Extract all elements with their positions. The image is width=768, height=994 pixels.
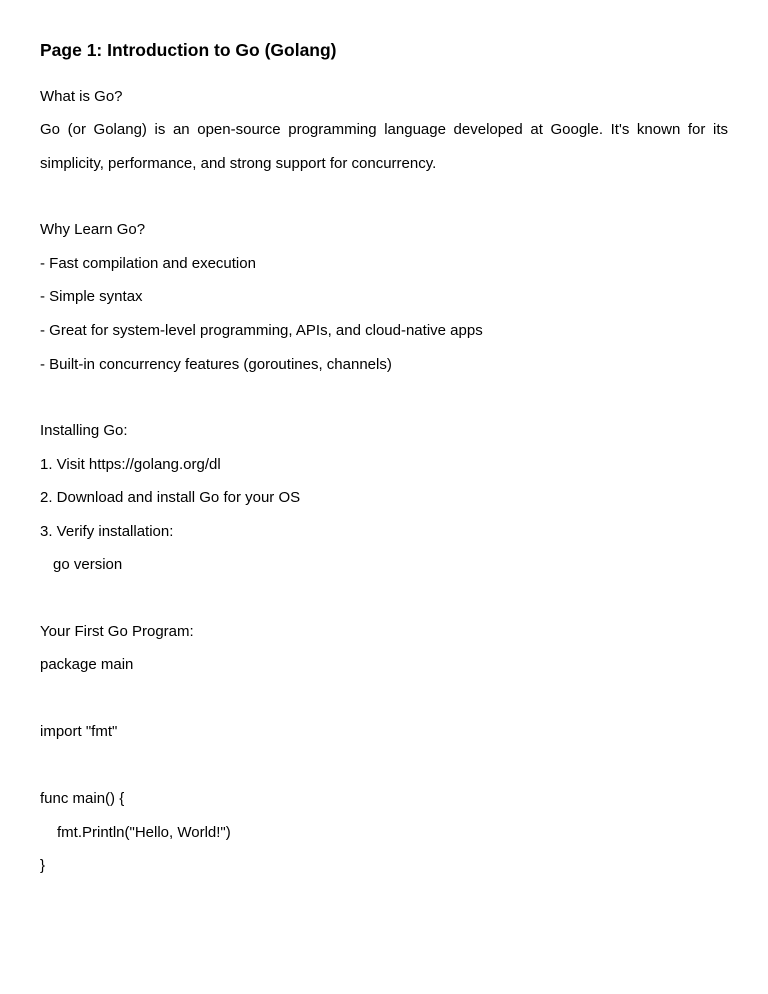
code-line: }	[40, 857, 46, 874]
install-step: 3. Verify installation:	[40, 523, 174, 540]
why-learn-heading: Why Learn Go?	[40, 221, 146, 238]
what-is-paragraph-line-2: simplicity, performance, and strong support for concurrency.	[40, 155, 437, 172]
page-title: Page 1: Introduction to Go (Golang)	[40, 40, 337, 60]
code-line: func main() {	[40, 790, 125, 807]
code-line: fmt.Println("Hello, World!")	[57, 824, 231, 841]
why-learn-item: - Fast compilation and execution	[40, 255, 256, 272]
code-line: import "fmt"	[40, 723, 118, 740]
what-is-heading: What is Go?	[40, 88, 123, 105]
install-step: 2. Download and install Go for your OS	[40, 489, 301, 506]
why-learn-item: - Built-in concurrency features (goroutines, channels)	[40, 356, 392, 373]
why-learn-item: - Simple syntax	[40, 288, 143, 305]
install-command: go version	[53, 556, 123, 573]
what-is-paragraph-line-1: Go (or Golang) is an open-source programming language developed at Google. It's known for its	[40, 121, 728, 138]
install-step: 1. Visit https://golang.org/dl	[40, 456, 221, 473]
code-line: package main	[40, 656, 134, 673]
first-program-heading: Your First Go Program:	[40, 623, 194, 640]
installing-heading: Installing Go:	[40, 422, 128, 439]
why-learn-item: - Great for system-level programming, APIs, and cloud-native apps	[40, 322, 483, 339]
